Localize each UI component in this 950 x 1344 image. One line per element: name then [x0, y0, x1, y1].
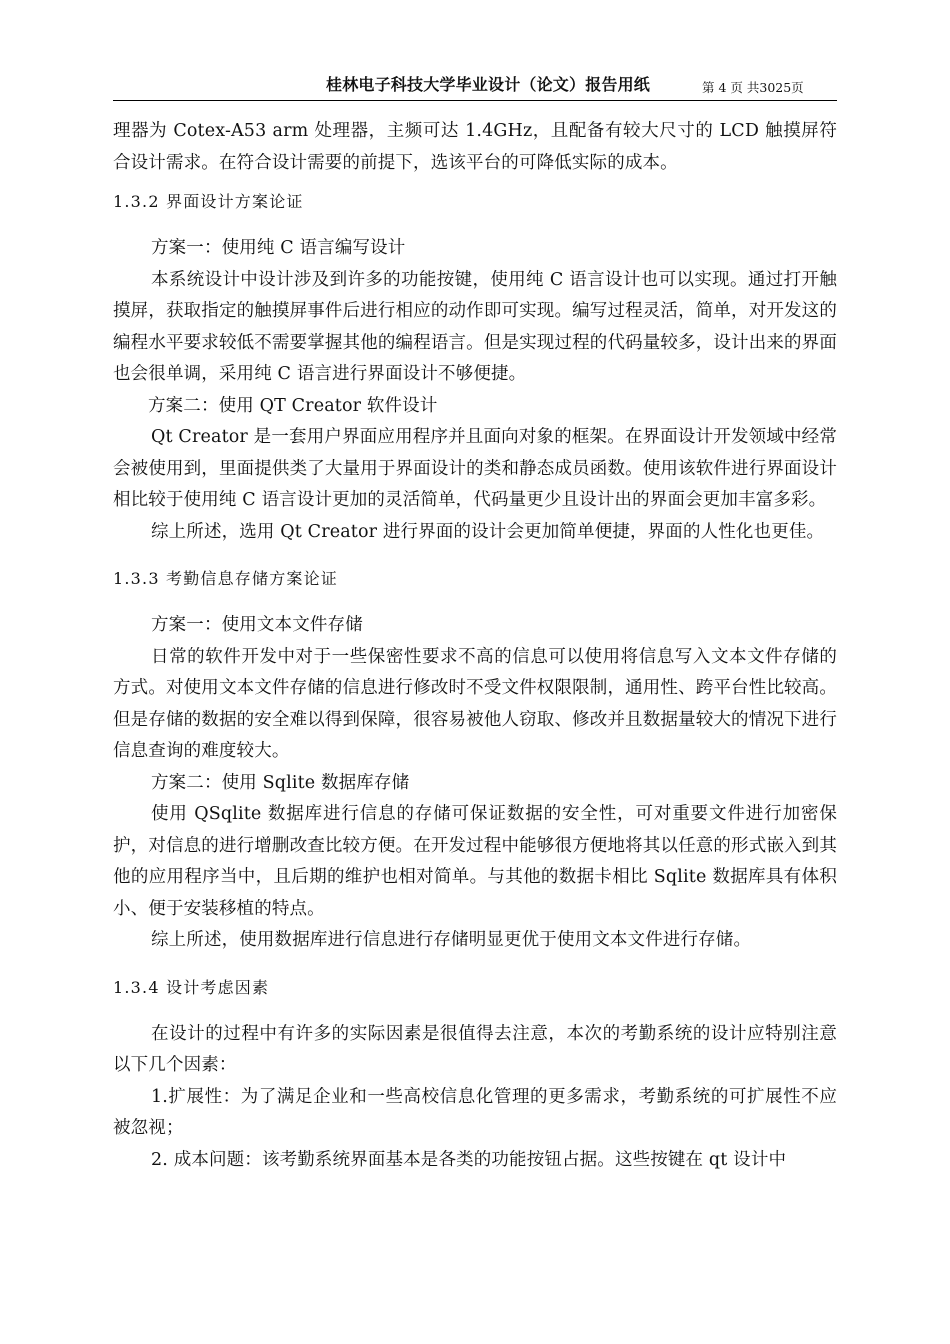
page-content [113, 116, 837, 1176]
paragraph: 2. 成本问题：该考勤系统界面基本是各类的功能按钮占据。这些按键在 qt 设计中 [151, 1149, 787, 1170]
paragraph: 使用 QSqlite 数据库进行信息的存储可保证数据的安全性，可对重要文件进行加密保护，对信息的进行增删改查比较方便。在开发过程中能够很方便地将其以任意的形式嵌入到其他的应用程序当中，且后期的维护也相对简单。与其他的数据卡相比 Sqlite 数据库具有体积小、便于安装移植的特点。 [113, 804, 837, 919]
section-heading-1-3-3: 1.3.3 考勤信息存储方案论证 [113, 569, 338, 588]
paragraph: 日常的软件开发中对于一些保密性要求不高的信息可以使用将信息写入文本文件存储的方式。对使用文本文件存储的信息进行修改时不受文件权限限制，通用性、跨平台性比较高。但是存储的数据的安全难以得到保障，很容易被他人窃取、修改并且数据量较大的情况下进行信息查询的难度较大。 [113, 646, 837, 761]
section-heading-1-3-2: 1.3.2 界面设计方案论证 [113, 192, 304, 211]
paragraph: 本系统设计中设计涉及到许多的功能按键，使用纯 C 语言设计也可以实现。通过打开触摸屏，获取指定的触摸屏事件后进行相应的动作即可实现。编写过程灵活，简单，对开发这的编程水平要求较低不需要掌握其他的编程语言。但是实现过程的代码量较多，设计出来的界面也会很单调，采用纯 C 语言进行界面设计不够便捷。 [113, 269, 837, 384]
paragraph: 1.扩展性：为了满足企业和一些高校信息化管理的更多需求，考勤系统的可扩展性不应被忽视； [113, 1086, 837, 1138]
paragraph: 方案一：使用文本文件存储 [151, 615, 363, 635]
paragraph: 方案一：使用纯 C 语言编写设计 [151, 238, 406, 258]
header-title: 桂林电子科技大学毕业设计（论文）报告用纸 [326, 75, 651, 94]
header-page-info: 第 4 页 共3025页 [702, 80, 804, 95]
paragraph: 在设计的过程中有许多的实际因素是很值得去注意，本次的考勤系统的设计应特别注意以下几个因素： [113, 1023, 837, 1075]
paragraph: 方案二：使用 QT Creator 软件设计 [148, 395, 438, 416]
paragraph: 理器为 Cotex-A53 arm 处理器，主频可达 1.4GHz，且配备有较大尺寸的 LCD 触摸屏符合设计需求。在符合设计需要的前提下，选该平台的可降低实际的成本。 [113, 121, 837, 173]
paragraph: 综上所述，选用 Qt Creator 进行界面的设计会更加简单便捷，界面的人性化也更佳。 [151, 521, 825, 542]
section-heading-1-3-4: 1.3.4 设计考虑因素 [113, 977, 270, 997]
header-divider [113, 100, 837, 101]
paragraph: Qt Creator 是一套用户界面应用程序并且面向对象的框架。在界面设计开发领域中经常会被使用到，里面提供类了大量用于界面设计的类和静态成员函数。使用该软件进行界面设计相比较于使用纯 C 语言设计更加的灵活简单，代码量更少且设计出的界面会更加丰富多彩。 [113, 427, 837, 510]
paragraph: 综上所述，使用数据库进行信息进行存储明显更优于使用文本文件进行存储。 [151, 930, 752, 950]
paragraph: 方案二：使用 Sqlite 数据库存储 [151, 772, 410, 793]
